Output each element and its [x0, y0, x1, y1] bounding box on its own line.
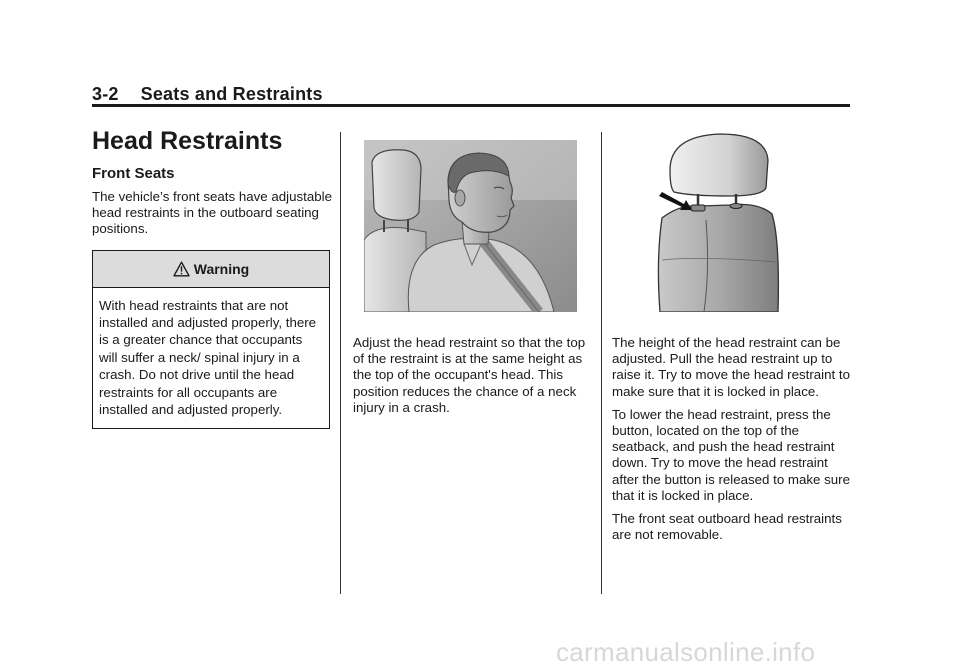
column-divider-2	[601, 132, 602, 594]
section-title: Head Restraints	[92, 127, 283, 155]
header-rule	[92, 104, 850, 107]
warning-body: With head restraints that are not installed and adjusted properly, there is a greater chance that occupants will suffer a neck/ spinal injury in a crash. Do not drive until the head restraints for all occupants are installed and adjusted properly.	[99, 297, 317, 418]
column-divider-1	[340, 132, 341, 594]
raise-instruction: The height of the head restraint can be adjusted. Pull the head restraint up to raise it. Try to move the head restraint to make sure that it is locked in place.	[612, 335, 850, 399]
chapter-title: Seats and Restraints	[140, 84, 323, 104]
lower-instruction: To lower the head restraint, press the button, located on the top of the seatback, and push the head restraint down. Try to move the head restraint after the button is released to make sure that it is locked in place.	[612, 406, 851, 503]
page-header	[92, 84, 323, 105]
intro-text: The vehicle’s front seats have adjustable head restraints in the outboard seating positions.	[92, 189, 332, 237]
warning-header	[93, 251, 329, 288]
warning-box	[92, 250, 330, 430]
seat-headrest-button-illustration	[640, 130, 790, 312]
watermark: carmanualsonline.info	[556, 637, 816, 667]
page-number: 3-2	[92, 84, 119, 104]
occupant-head-restraint-illustration	[364, 140, 577, 312]
adjust-instruction: Adjust the head restraint so that the top of the restraint is at the same height as the top of the occupant's head. This position reduces the chance of a neck injury in a crash.	[353, 335, 586, 415]
column-2-text	[353, 335, 589, 416]
warning-triangle-icon	[173, 261, 190, 277]
left-column	[92, 126, 332, 429]
warning-title: Warning	[193, 260, 250, 277]
column-3-text	[612, 335, 856, 550]
section-subtitle: Front Seats	[92, 165, 175, 182]
removable-note: The front seat outboard head restraints are not removable.	[612, 511, 842, 543]
